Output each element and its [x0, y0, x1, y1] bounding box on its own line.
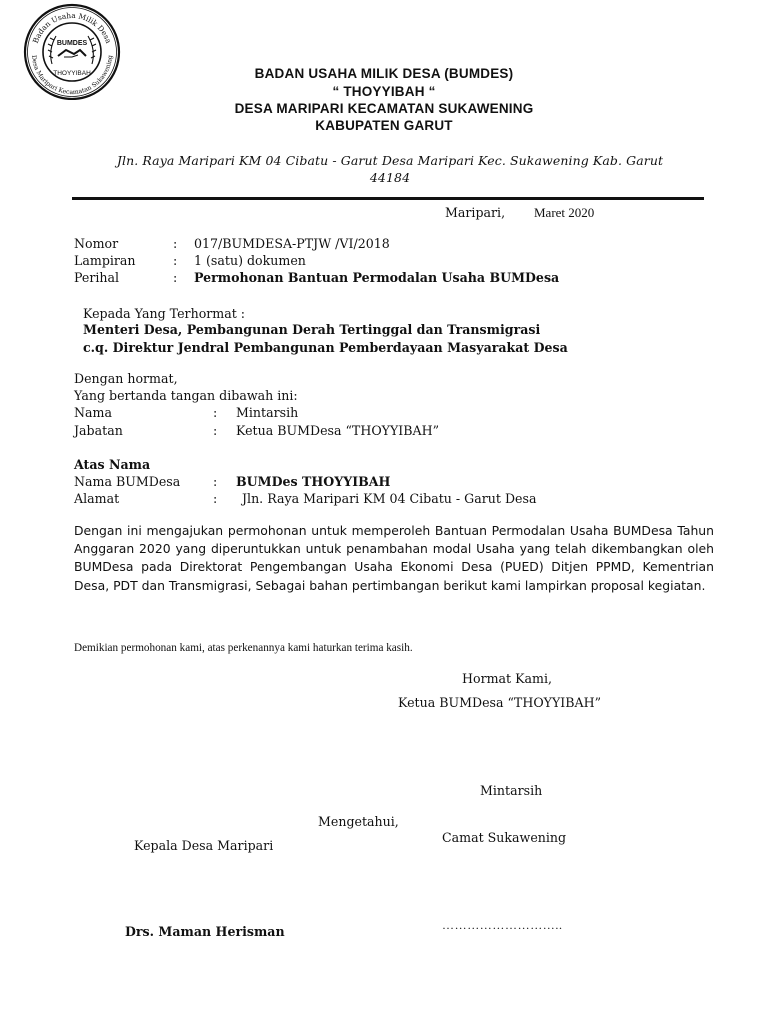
meta-value-nomor: 017/BUMDESA-PTJW /VI/2018	[194, 236, 390, 251]
address-line-2: 44184	[369, 170, 411, 185]
acknowledgement-label: Mengetahui,	[318, 814, 399, 829]
signatory-value-jabatan: Ketua BUMDesa “THOYYIBAH”	[236, 423, 440, 438]
signature-name: Mintarsih	[480, 783, 543, 798]
camat-name-placeholder: ………………………..	[442, 918, 563, 932]
body-paragraph: Dengan ini mengajukan permohonan untuk memperoleh Bantuan Permodalan Usaha BUMDesa Tahun Anggaran 2020 yang diperuntukkan untuk penambahan modal Usaha yang telah dikembangkan oleh BUMDesa pada Direktorat Pengembangan Usaha Ekonomi Desa (PUED) Ditjen PPMD, Kementrian Desa, PDT dan Transmigrasi, Sebagai bahan pertimbangan berikut kami lampirkan proposal kegiatan.	[74, 523, 714, 593]
addressee-line-2: c.q. Direktur Jendral Pembangunan Pemberdayaan Masyarakat Desa	[83, 340, 568, 355]
address-line-1: Jln. Raya Maripari KM 04 Cibatu - Garut Desa Maripari Kec. Sukawening Kab. Garut	[116, 153, 664, 168]
letterhead-line-1: BADAN USAHA MILIK DESA (BUMDES)	[254, 66, 514, 81]
atas-nama-colon-alamat: :	[213, 491, 218, 506]
letterhead-line-3: DESA MARIPARI KECAMATAN SUKAWENING	[234, 101, 534, 116]
letterhead-divider	[72, 197, 704, 200]
addressee-greeting: Kepada Yang Terhormat :	[83, 306, 246, 321]
letterhead-address	[60, 152, 720, 186]
atas-nama-label-alamat: Alamat	[74, 491, 120, 506]
atas-nama-value-bumdesa: BUMDes THOYYIBAH	[236, 474, 391, 489]
meta-label-perihal: Perihal	[74, 270, 120, 285]
signatory-value-nama: Mintarsih	[236, 405, 299, 420]
atas-nama-heading: Atas Nama	[74, 457, 151, 472]
camat-title: Camat Sukawening	[442, 830, 567, 845]
meta-colon-nomor: :	[173, 236, 178, 251]
seal-ring-text-bottom: Desa Maripari Kecamatan Sukawening	[29, 54, 115, 97]
seal-center-top: BUMDES	[56, 40, 88, 47]
kepala-desa-title: Kepala Desa Maripari	[134, 838, 274, 853]
intro-text: Yang bertanda tangan dibawah ini:	[74, 388, 298, 403]
seal-ring-text-top: Badan Usaha Milik Desa	[30, 10, 114, 45]
signature-title: Ketua BUMDesa “THOYYIBAH”	[398, 695, 602, 710]
signatory-label-jabatan: Jabatan	[74, 423, 123, 438]
atas-nama-colon-bumdesa: :	[213, 474, 218, 489]
date-value: Maret 2020	[534, 205, 595, 220]
atas-nama-label-bumdesa: Nama BUMDesa	[74, 474, 181, 489]
meta-colon-lampiran: :	[173, 253, 178, 268]
meta-label-nomor: Nomor	[74, 236, 119, 251]
signature-regards: Hormat Kami,	[462, 671, 552, 686]
date-place: Maripari,	[445, 205, 506, 220]
atas-nama-value-alamat: Jln. Raya Maripari KM 04 Cibatu - Garut Desa	[242, 491, 537, 506]
meta-colon-perihal: :	[173, 270, 178, 285]
signatory-colon-nama: :	[213, 405, 218, 420]
addressee-line-1: Menteri Desa, Pembangunan Derah Tertinggal dan Transmigrasi	[83, 322, 541, 337]
closing-text: Demikian permohonan kami, atas perkenannya kami haturkan terima kasih.	[74, 642, 413, 654]
salutation: Dengan hormat,	[74, 371, 178, 386]
meta-value-lampiran: 1 (satu) dokumen	[194, 253, 306, 268]
meta-value-perihal: Permohonan Bantuan Permodalan Usaha BUMDesa	[194, 270, 560, 285]
seal-center-bottom: THOYYIBAH	[53, 70, 91, 77]
signatory-colon-jabatan: :	[213, 423, 218, 438]
letterhead-line-2: “ THOYYIBAH “	[332, 84, 436, 99]
meta-label-lampiran: Lampiran	[74, 253, 136, 268]
letterhead-line-4: KABUPATEN GARUT	[315, 118, 453, 133]
signatory-label-nama: Nama	[74, 405, 112, 420]
kepala-desa-name: Drs. Maman Herisman	[125, 924, 285, 939]
